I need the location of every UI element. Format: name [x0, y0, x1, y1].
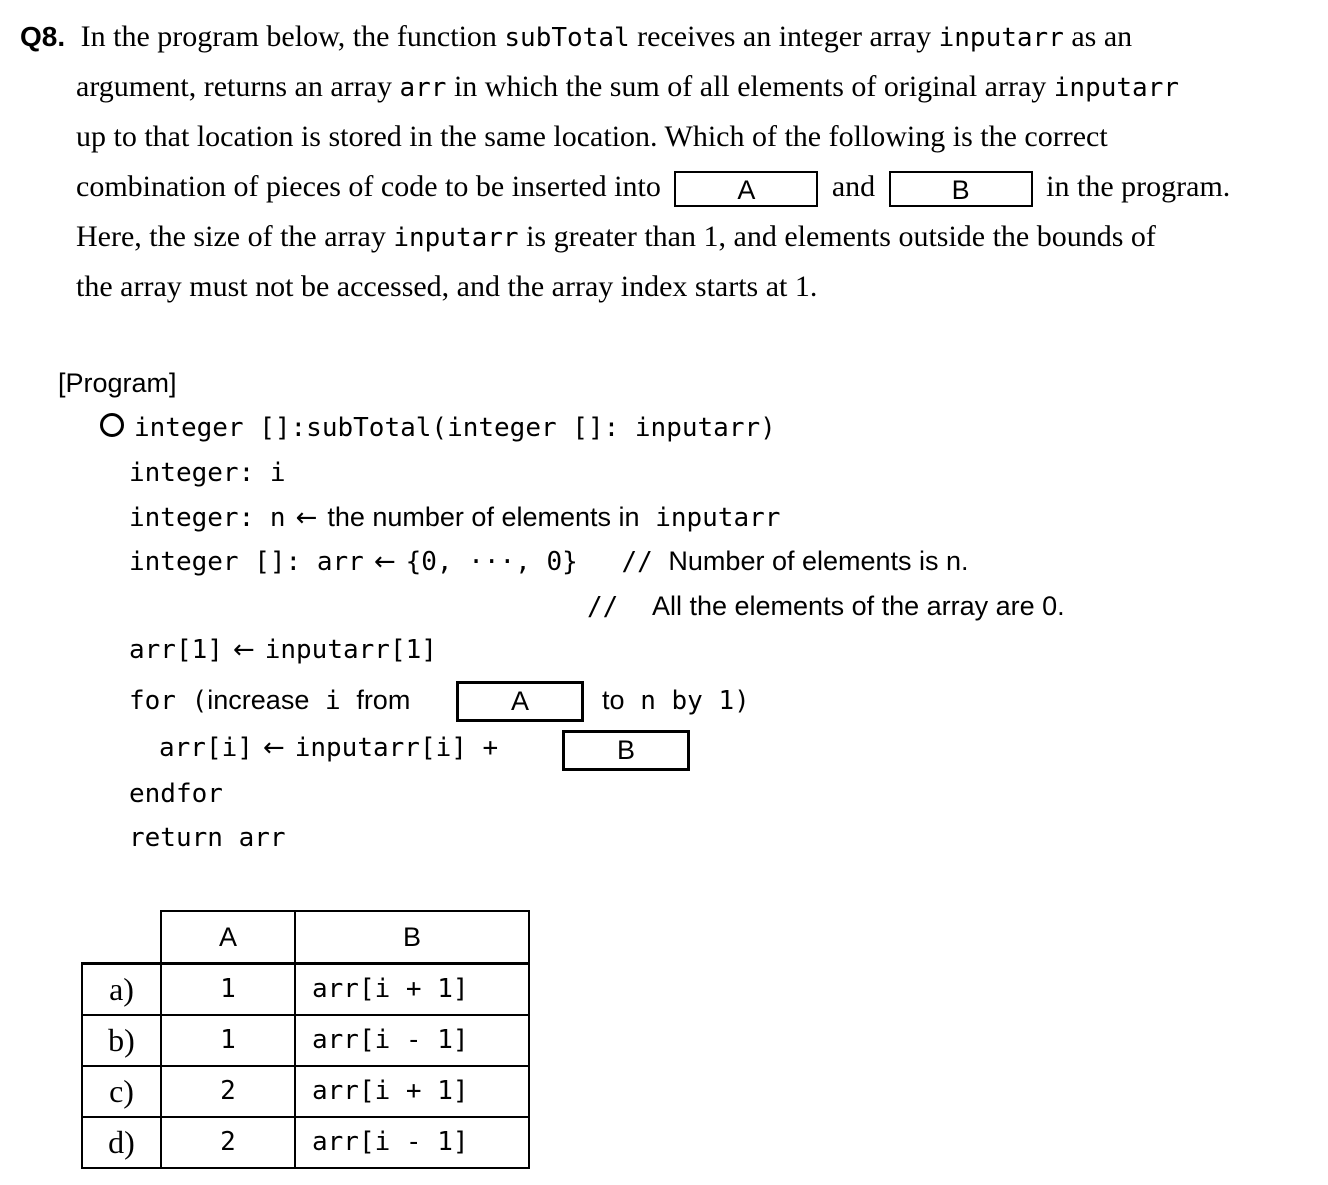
code-description: to	[602, 685, 625, 715]
question-text-segment: in the program.	[1046, 170, 1231, 203]
comment-text: Number of elements is n.	[668, 546, 969, 576]
choice-value-b: arr[i + 1]	[295, 964, 529, 1015]
code-line-init	[129, 635, 437, 665]
column-header-b: B	[295, 911, 529, 964]
code-array-name: inputarr	[393, 223, 519, 253]
choice-value-a: 1	[161, 964, 295, 1015]
choice-value-a: 2	[161, 1066, 295, 1117]
question-line-6	[20, 262, 1320, 312]
question-text-segment: argument, returns an array	[76, 70, 392, 103]
left-arrow-icon: ←	[295, 503, 318, 533]
code-text: inputarr[1]	[264, 635, 437, 665]
blank-a-inline: A	[674, 171, 818, 207]
question-line-3	[20, 112, 1320, 162]
blank-b-box: B	[562, 730, 690, 771]
choice-value-a: 1	[161, 1015, 295, 1066]
choice-row-b[interactable]	[82, 1015, 529, 1066]
function-signature: integer []:subTotal(integer []: inputarr)	[134, 413, 776, 443]
code-description: from	[356, 685, 411, 715]
code-line-decl-i: integer: i	[129, 458, 286, 488]
code-text: integer: n	[129, 503, 286, 533]
comment-text: All the elements of the array are 0.	[651, 591, 1065, 621]
choice-value-b: arr[i + 1]	[295, 1066, 529, 1117]
code-function-name: subTotal	[504, 23, 630, 53]
choice-value-a: 2	[161, 1117, 295, 1168]
program-label: [Program]	[58, 368, 177, 398]
question-text-segment: In the program below, the function	[80, 20, 497, 53]
question-text-segment: is greater than 1, and elements outside the bounds of	[526, 220, 1156, 253]
code-text: arr[i]	[159, 733, 253, 763]
choice-row-d[interactable]	[82, 1117, 529, 1168]
question-number: Q8.	[20, 21, 66, 52]
code-text: arr[1]	[129, 635, 223, 665]
comment-slashes: //	[587, 592, 619, 622]
code-line-decl-n	[129, 502, 780, 533]
code-array-name: inputarr	[1053, 73, 1180, 103]
code-text: n	[640, 686, 656, 716]
code-array-name: inputarr	[655, 503, 781, 533]
code-text: integer []: arr	[129, 547, 364, 577]
choice-value-b: arr[i - 1]	[295, 1015, 529, 1066]
choice-label: a)	[82, 964, 161, 1015]
code-text: i	[325, 686, 341, 716]
question-line-2	[20, 62, 1320, 112]
code-line-decl-arr	[129, 546, 969, 577]
choice-row-a[interactable]	[82, 964, 529, 1015]
code-array-name: arr	[399, 73, 447, 103]
question-text-segment: in which the sum of all elements of original array	[453, 70, 1047, 103]
code-text: {0, ···, 0}	[405, 547, 578, 577]
choice-label: d)	[82, 1117, 161, 1168]
choice-label: b)	[82, 1015, 161, 1066]
table-corner-cell	[82, 911, 161, 964]
question-text-segment: up to that location is stored in the same location. Which of the following is the correct	[76, 120, 1108, 153]
question-line-1	[20, 12, 1320, 62]
code-description: increase	[207, 685, 310, 715]
left-arrow-icon: ←	[232, 635, 255, 665]
circle-bullet-icon	[100, 413, 124, 437]
question-text-segment: receives an integer array	[637, 20, 932, 53]
question-text	[20, 12, 1320, 312]
code-line-comment	[587, 591, 1065, 622]
question-text-segment: as an	[1071, 20, 1133, 53]
answer-choices-table	[81, 910, 530, 1169]
column-header-a: A	[161, 911, 295, 964]
question-text-segment: and	[831, 170, 876, 203]
table-header-row	[82, 911, 529, 964]
code-text: inputarr[i] +	[294, 733, 499, 763]
code-line-body	[159, 733, 498, 763]
code-line-return: return arr	[129, 823, 286, 853]
question-text-segment: combination of pieces of code to be inserted into	[76, 170, 661, 203]
code-line-endfor: endfor	[129, 779, 223, 809]
code-line-signature	[100, 413, 776, 443]
code-text: by 1)	[671, 686, 750, 716]
code-line-for-tail	[602, 685, 750, 716]
question-text-segment: Here, the size of the array	[76, 220, 386, 253]
left-arrow-icon: ←	[373, 547, 396, 577]
question-line-5	[20, 212, 1320, 262]
code-line-for	[129, 685, 410, 716]
choice-value-b: arr[i - 1]	[295, 1117, 529, 1168]
blank-b-inline: B	[889, 171, 1033, 207]
question-text-segment: the array must not be accessed, and the array index starts at 1.	[76, 270, 818, 303]
code-text: for (	[129, 686, 208, 716]
code-array-name: inputarr	[938, 23, 1064, 53]
left-arrow-icon: ←	[262, 733, 285, 763]
question-line-4	[20, 162, 1320, 212]
choice-row-c[interactable]	[82, 1066, 529, 1117]
code-description: the number of elements in	[327, 502, 640, 532]
comment-slashes: //	[621, 547, 653, 577]
blank-a-box: A	[456, 681, 584, 722]
choice-label: c)	[82, 1066, 161, 1117]
